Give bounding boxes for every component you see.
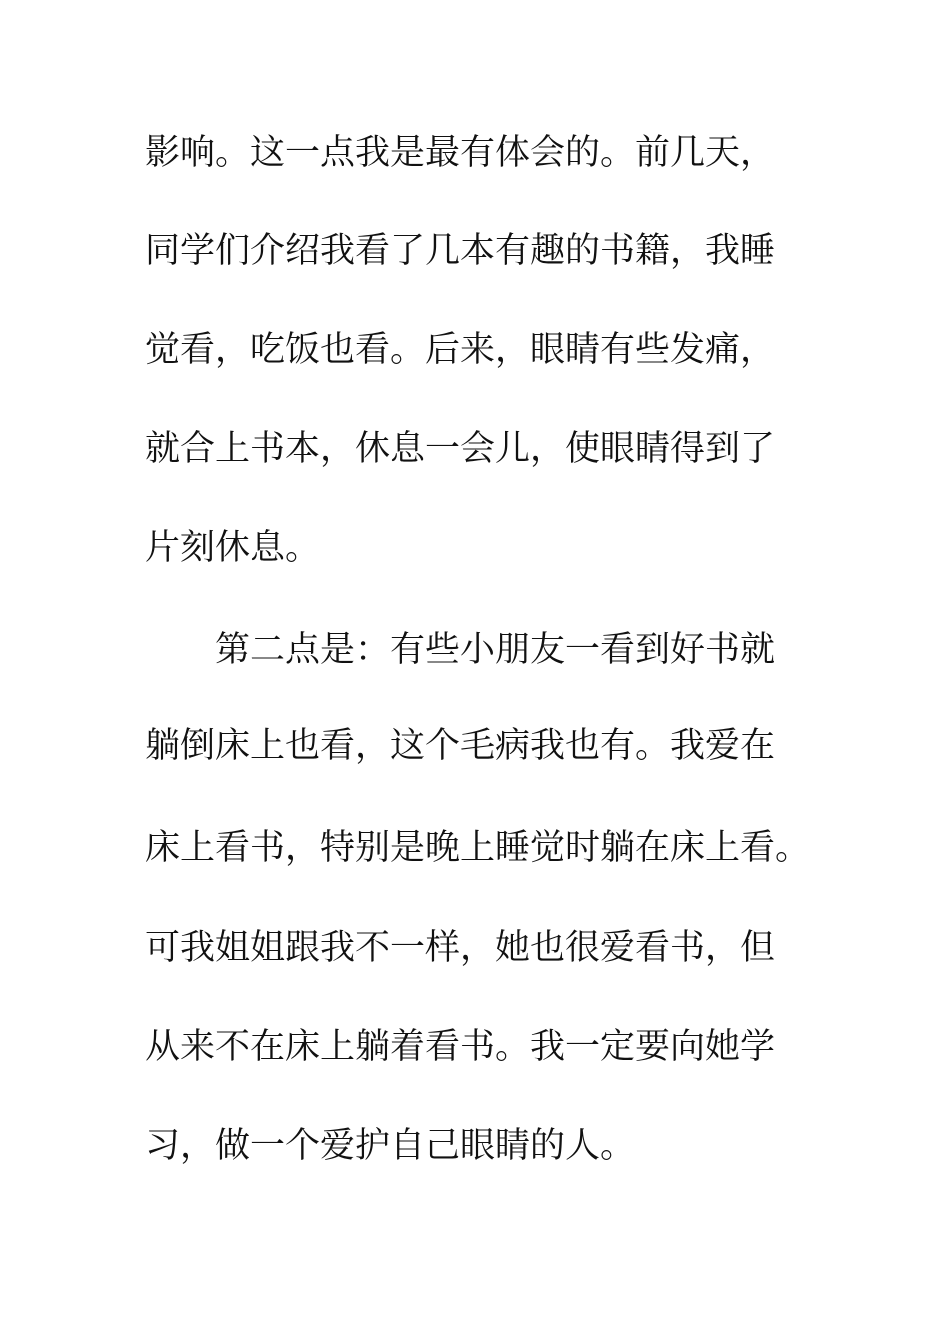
text-line: 片刻休息。 — [145, 528, 321, 568]
text-line: 习，做一个爱护自己眼睛的人。 — [145, 1126, 636, 1166]
text-line: 从来不在床上躺着看书。我一定要向她学 — [145, 1027, 776, 1067]
text-line: 床上看书，特别是晚上睡觉时躺在床上看。 — [145, 828, 811, 868]
text-line: 影响。这一点我是最有体会的。前几天， — [145, 133, 776, 173]
text-line: 就合上书本，休息一会儿，使眼睛得到了 — [145, 429, 776, 469]
text-line: 觉看，吃饭也看。后来，眼睛有些发痛， — [145, 330, 776, 370]
text-line: 可我姐姐跟我不一样，她也很爱看书，但 — [145, 928, 776, 968]
paragraph-first-line: 第二点是：有些小朋友一看到好书就 — [215, 630, 776, 670]
text-line: 同学们介绍我看了几本有趣的书籍，我睡 — [145, 231, 776, 271]
text-line: 躺倒床上也看，这个毛病我也有。我爱在 — [145, 726, 776, 766]
